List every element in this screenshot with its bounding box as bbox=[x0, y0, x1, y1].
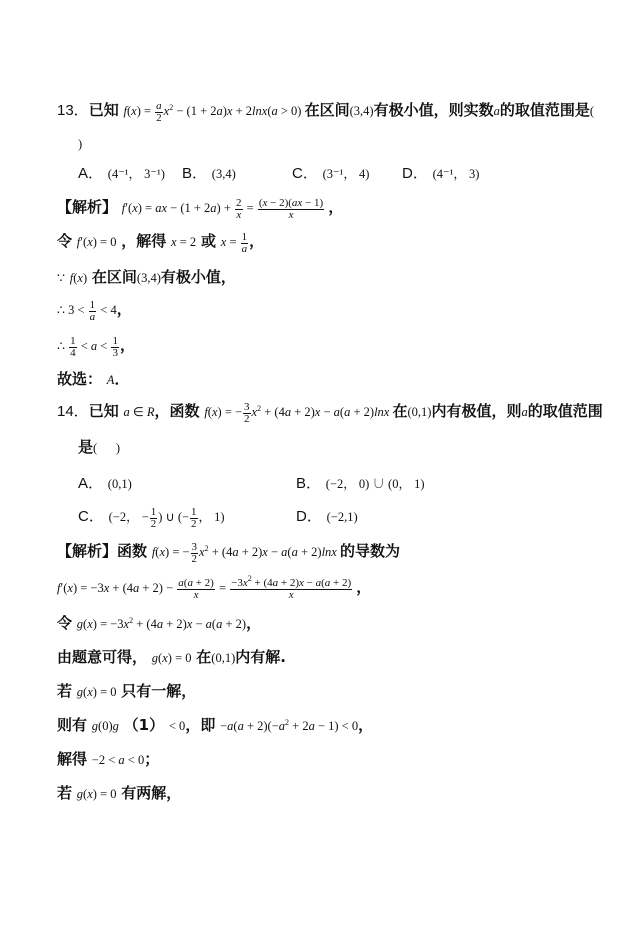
q13-ineq-1: ∴ 3 < $\frac{1}{a}$ < 4 bbox=[57, 298, 117, 323]
q14-g-zero-3: g(x) = 0 bbox=[76, 787, 117, 801]
q13-text-2: 有极小值，则实数 bbox=[373, 101, 494, 119]
text: 令 bbox=[57, 232, 73, 250]
text: 则有 bbox=[57, 716, 88, 734]
punct: ． bbox=[114, 370, 130, 388]
q13-root-1: x = 2 bbox=[171, 235, 197, 249]
q14-solution: −2 < a < 0 bbox=[91, 753, 145, 767]
q14-analysis-line bbox=[57, 540, 400, 565]
q13-stem bbox=[57, 99, 594, 124]
q13-var: a bbox=[493, 104, 500, 118]
q14-option-d[interactable] bbox=[296, 505, 358, 528]
text: 在区间 bbox=[91, 268, 137, 286]
q14-function-repeat: f(x) = − $\frac{3}{2}$ $x^2 + (4a + 2)x - a(a + 2)\ln x$ bbox=[151, 540, 337, 565]
text: 只有一解， bbox=[121, 682, 197, 700]
text: 在 bbox=[196, 648, 212, 666]
text: 若 bbox=[57, 682, 73, 700]
q13-line-3: ∴ 3 < $\frac{1}{a}$ < 4， bbox=[57, 298, 132, 323]
q13-text-3: 的取值范围是 bbox=[499, 101, 590, 119]
text: 由题意可得， bbox=[57, 648, 148, 666]
interval: (0,1) bbox=[407, 405, 432, 419]
q13-answer-line bbox=[57, 368, 129, 391]
option-value: (−2， 0) ∪ (0， 1) bbox=[325, 477, 425, 491]
punct: ， bbox=[328, 198, 344, 216]
q13-option-b[interactable] bbox=[182, 162, 236, 185]
q13-line-2 bbox=[57, 266, 236, 289]
q14-line-2 bbox=[57, 646, 286, 669]
option-value: (3,4) bbox=[211, 167, 236, 181]
q13-analysis-line bbox=[57, 196, 343, 221]
q13-function: f(x) = $\frac{a}{2}$ $x^2 - (1 + 2a)x + 2\ln x(a > 0)$ bbox=[123, 99, 305, 124]
text: 的取值范围 bbox=[527, 402, 603, 420]
option-label: A． bbox=[78, 165, 104, 182]
q14-analysis-tag: 【解析】 bbox=[57, 542, 118, 560]
text: 内有极值，则 bbox=[431, 402, 522, 420]
interval: (0,1) bbox=[211, 651, 236, 665]
q14-option-c[interactable] bbox=[78, 505, 225, 530]
text: 函数 bbox=[117, 542, 148, 560]
text: 有极小值， bbox=[160, 268, 236, 286]
q13-root-2: x = $\frac{1}{a}$ bbox=[220, 230, 248, 255]
q13-answer: A bbox=[106, 373, 115, 387]
option-label: C． bbox=[78, 508, 104, 525]
q13-paren-line bbox=[78, 132, 82, 155]
q14-line-1: 令 $g(x) = -3x^2 + (4a + 2)x - a(a + 2)$， bbox=[57, 614, 262, 632]
text: ，即 bbox=[185, 716, 216, 734]
text: 在 bbox=[392, 402, 408, 420]
q14-g-zero-2: g(x) = 0 bbox=[76, 685, 117, 699]
text: 内有解. bbox=[235, 648, 286, 666]
option-label: B． bbox=[296, 475, 322, 492]
punct: ； bbox=[144, 750, 160, 768]
q13-deriv-zero: f′(x) = 0 bbox=[76, 235, 117, 249]
option-label: D． bbox=[402, 165, 428, 182]
text: 令 bbox=[57, 614, 73, 632]
option-label: A． bbox=[78, 475, 104, 492]
option-value: (−2,1) bbox=[326, 510, 358, 524]
option-value: (−2， − $\frac{1}{2}$ ) ∪ (− $\frac{1}{2}$ ， 1) bbox=[108, 505, 225, 530]
text: （1） bbox=[123, 716, 165, 734]
q14-option-a[interactable] bbox=[78, 472, 132, 495]
q14-g-def: $g(x) = -3x^2 + (4a + 2)x - a(a + 2)$ bbox=[76, 616, 247, 631]
q13-number: 13． bbox=[57, 102, 89, 119]
text: 若 bbox=[57, 784, 73, 802]
q13-known: 已知 bbox=[88, 101, 119, 119]
option-label: C． bbox=[292, 165, 318, 182]
q14-function: f(x) = − $\frac{3}{2}$ $x^2 + (4a + 2)x - a(a + 2)\ln x$ bbox=[204, 400, 390, 425]
text: 解得 bbox=[57, 750, 88, 768]
choose-label: 故选： bbox=[57, 370, 103, 388]
q13-paren-close: ) bbox=[78, 137, 83, 151]
q14-derivative-line bbox=[57, 573, 372, 601]
option-label: B． bbox=[182, 165, 208, 182]
q13-paren-open: ( bbox=[589, 104, 595, 118]
q13-option-a[interactable] bbox=[78, 162, 165, 185]
q14-condition: a ∈ R bbox=[123, 405, 155, 419]
q13-line-4: ∴ $\frac{1}{4}$ < a < $\frac{1}{3}$ ， bbox=[57, 334, 135, 359]
q13-derivative: f′(x) = ax − (1 + 2a) + $\frac{2}{x}$ = $\frac{(x - 2)(ax - 1)}{x}$ bbox=[121, 196, 324, 221]
option-value: (4⁻¹， 3⁻¹) bbox=[107, 167, 165, 181]
q14-option-b[interactable] bbox=[296, 472, 425, 495]
text: 是 bbox=[78, 438, 94, 456]
option-value: (0,1) bbox=[107, 477, 132, 491]
lt-zero: < 0 bbox=[168, 719, 186, 733]
q13-option-d[interactable] bbox=[402, 162, 479, 185]
q14-stem-cont bbox=[78, 436, 120, 459]
q13-fx: f(x) bbox=[69, 271, 88, 285]
q13-line-1: 令 f′(x) = 0 ，解得 x = 2 或 x = $\frac{1}{a}$ ， bbox=[57, 230, 265, 255]
q13-analysis-tag: 【解析】 bbox=[57, 198, 118, 216]
option-value: (4⁻¹， 3) bbox=[432, 167, 480, 181]
option-value: (3⁻¹， 4) bbox=[322, 167, 370, 181]
q13-text-1: 在区间 bbox=[304, 101, 350, 119]
q13-ineq-2: ∴ $\frac{1}{4}$ < a < $\frac{1}{3}$ bbox=[57, 334, 118, 359]
interval: (3,4) bbox=[136, 271, 161, 285]
q14-g-zero: g(x) = 0 bbox=[151, 651, 192, 665]
text: 已知 bbox=[88, 402, 119, 420]
text: 的导数为 bbox=[339, 542, 400, 560]
q14-g0g: g(0)g bbox=[91, 719, 119, 733]
punct: ， bbox=[356, 578, 372, 596]
text: 有两解， bbox=[121, 784, 182, 802]
q14-ineq: $-a(a + 2)(-a^2 + 2a - 1) < 0$ bbox=[220, 718, 359, 733]
q14-stem bbox=[57, 400, 603, 425]
q14-line-3 bbox=[57, 680, 196, 703]
answer-blank: ( ) bbox=[93, 441, 121, 455]
text: ，解得 bbox=[121, 232, 167, 250]
q14-line-6 bbox=[57, 782, 181, 805]
q14-line-5 bbox=[57, 748, 159, 771]
q14-line-4: 则有 g(0)g （1） < 0，即 $-a(a + 2)(-a^2 + 2a - 1) < 0$， bbox=[57, 716, 374, 734]
text: ，函数 bbox=[154, 402, 200, 420]
text: 或 bbox=[200, 232, 216, 250]
q14-derivative: f′(x) = −3x + (4a + 2) − $\frac{a(a + 2)}{x}$ = $\frac{-3x^2 + (4a + 2)x - a(a + 2)}{x}$ bbox=[57, 573, 352, 601]
q14-number: 14． bbox=[57, 403, 89, 420]
because-symbol: ∵ bbox=[57, 271, 65, 285]
option-label: D． bbox=[296, 508, 322, 525]
var: a bbox=[521, 405, 528, 419]
q13-interval: (3,4) bbox=[349, 104, 374, 118]
q13-option-c[interactable] bbox=[292, 162, 369, 185]
